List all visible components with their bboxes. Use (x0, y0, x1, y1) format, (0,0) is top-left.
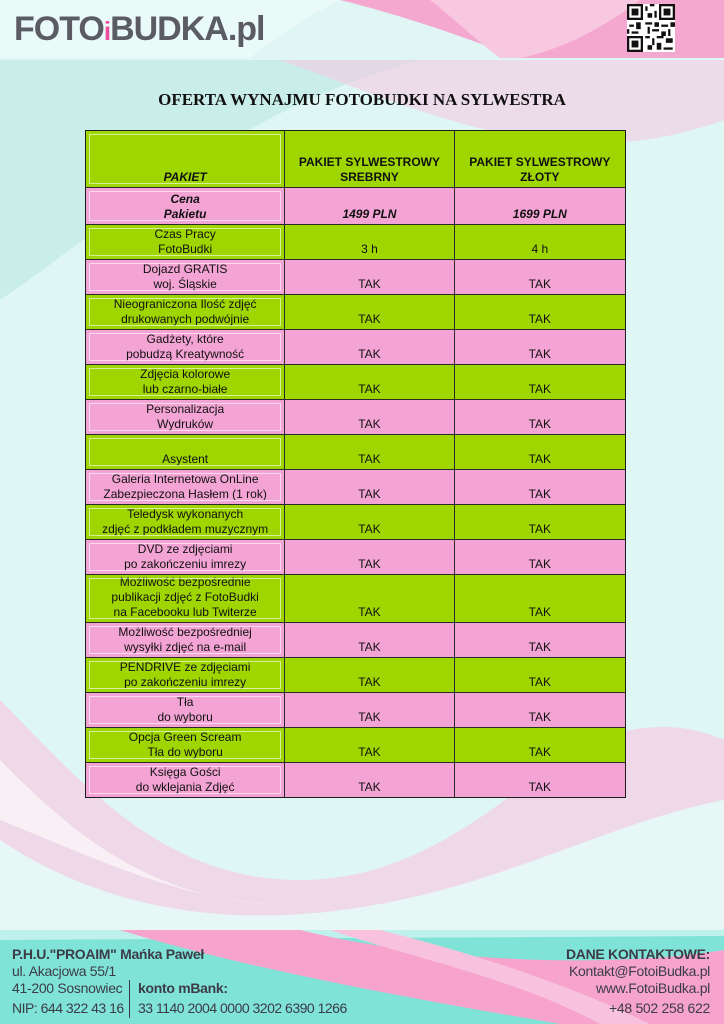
gold-value-text: TAK (528, 382, 552, 396)
silver-value-text: TAK (358, 675, 381, 689)
silver-value-text: TAK (358, 780, 381, 794)
gold-value-text: TAK (528, 605, 552, 619)
feature-label-line: Czas Pracy (154, 227, 216, 241)
silver-value-text: 3 h (361, 242, 378, 256)
feature-label-line: Możliwość bezpośrednie (119, 575, 251, 589)
feature-label-line: po zakończeniu imrezy (124, 675, 247, 689)
table-row (86, 728, 625, 763)
table-header-row (86, 131, 625, 188)
feature-label (86, 470, 285, 504)
silver-value-text: TAK (358, 522, 381, 536)
price-silver (285, 188, 454, 224)
table-row (86, 470, 625, 505)
silver-value-text: TAK (358, 605, 381, 619)
feature-label-line: Zdjęcia kolorowe (140, 367, 231, 381)
feature-label-line: publikacji zdjęć z FotoBudki (111, 590, 259, 604)
feature-label-line: lub czarno-białe (142, 382, 228, 396)
gold-value-text: TAK (528, 522, 552, 536)
logo-foto: FOTO (14, 10, 104, 48)
feature-label-line: Nieograniczona Ilość zdjęć (113, 297, 257, 311)
feature-label-line: FotoBudki (158, 242, 213, 256)
footer-bank-label: konto mBank: (138, 980, 228, 996)
silver-value (285, 763, 454, 797)
feature-label-line: wysyłki zdjęć na e-mail (124, 640, 247, 654)
gold-value-text: TAK (528, 557, 552, 571)
gold-value (455, 728, 625, 762)
gold-value-text: TAK (528, 487, 552, 501)
gold-value-text: TAK (528, 780, 552, 794)
gold-value (455, 505, 625, 539)
table-row (86, 505, 625, 540)
gold-value-text: TAK (528, 452, 552, 466)
silver-value-text: TAK (358, 452, 381, 466)
feature-label (86, 505, 285, 539)
feature-label (86, 575, 285, 622)
table-row (86, 295, 625, 330)
price-gold-value: 1699 PLN (512, 207, 567, 221)
gold-value (455, 400, 625, 434)
gold-value (455, 470, 625, 504)
gold-value (455, 330, 625, 364)
feature-label (86, 763, 285, 797)
table-row (86, 658, 625, 693)
footer-email-link[interactable]: Kontakt@FotoiBudka.pl (569, 963, 710, 979)
gold-value-text: TAK (528, 417, 552, 431)
feature-label (86, 728, 285, 762)
table-row (86, 763, 625, 797)
feature-label-line: DVD ze zdjęciami (137, 542, 233, 556)
table-row (86, 435, 625, 470)
feature-label-line: woj. Śląskie (153, 277, 217, 291)
silver-value-text: TAK (358, 557, 381, 571)
gold-value-text: TAK (528, 277, 552, 291)
silver-value-text: TAK (358, 640, 381, 654)
silver-value (285, 693, 454, 727)
footer-city: 41-200 Sosnowiec (12, 980, 123, 996)
silver-value (285, 575, 454, 622)
price-label-line: Cena (170, 192, 200, 206)
feature-label-line: Teledysk wykonanych (127, 507, 244, 521)
table-row (86, 693, 625, 728)
feature-label-line: zdjęć z podkładem muzycznym (102, 522, 269, 536)
offer-table (85, 130, 626, 798)
table-row (86, 540, 625, 575)
silver-value (285, 400, 454, 434)
footer-website-link[interactable]: www.FotoiBudka.pl (596, 980, 710, 996)
gold-value-text: TAK (528, 745, 552, 759)
table-row (86, 400, 625, 435)
feature-label-line: po zakończeniu imrezy (124, 557, 247, 571)
gold-value (455, 260, 625, 294)
silver-value (285, 540, 454, 574)
gold-value (455, 225, 625, 259)
feature-label-line: Galeria Internetowa OnLine (111, 472, 259, 486)
header-gold-package (455, 131, 625, 187)
table-row (86, 225, 625, 260)
logo-i: i (103, 16, 111, 46)
footer-street: ul. Akacjowa 55/1 (12, 963, 116, 979)
silver-value (285, 623, 454, 657)
feature-label-line: Księga Gości (149, 765, 221, 779)
header-gold-line: PAKIET SYLWESTROWY (469, 155, 611, 169)
feature-label (86, 693, 285, 727)
table-row (86, 365, 625, 400)
price-label-line: Pakietu (163, 207, 207, 221)
footer-company-name: P.H.U."PROAIM" Mańka Paweł (12, 946, 204, 962)
feature-label-line: do wyboru (157, 710, 213, 724)
gold-value-text: TAK (528, 710, 552, 724)
price-gold (455, 188, 625, 224)
feature-label-line: Personalizacja (146, 402, 225, 416)
header-silver-line: PAKIET SYLWESTROWY (298, 155, 441, 169)
feature-label-line: Gadżety, które (146, 332, 224, 346)
feature-label-line: PENDRIVE ze zdjęciami (119, 660, 251, 674)
qr-code-icon (627, 4, 675, 52)
footer-contact-title: DANE KONTAKTOWE: (565, 946, 710, 962)
feature-label-line: Tła do wyboru (147, 745, 223, 759)
gold-value (455, 763, 625, 797)
feature-label (86, 658, 285, 692)
feature-label-line: drukowanych podwójnie (121, 312, 250, 326)
footer-bank-account: 33 1140 2004 0000 3202 6390 1266 (138, 1000, 347, 1016)
feature-label (86, 260, 285, 294)
feature-label-line: Dojazd GRATIS (142, 262, 228, 276)
silver-value-text: TAK (358, 417, 381, 431)
gold-value (455, 658, 625, 692)
feature-label-line: na Facebooku lub Twiterze (113, 605, 257, 619)
gold-value (455, 623, 625, 657)
gold-value (455, 295, 625, 329)
gold-value (455, 435, 625, 469)
feature-label (86, 365, 285, 399)
gold-value (455, 693, 625, 727)
feature-label (86, 295, 285, 329)
feature-label-line: Zabezpieczona Hasłem (1 rok) (103, 487, 267, 501)
footer-phone: +48 502 258 622 (609, 1000, 710, 1016)
feature-label (86, 540, 285, 574)
footer-divider (129, 980, 130, 1018)
silver-value-text: TAK (358, 382, 381, 396)
gold-value-text: TAK (528, 347, 552, 361)
gold-value-text: TAK (528, 640, 552, 654)
silver-value (285, 435, 454, 469)
gold-value-text: 4 h (531, 242, 549, 256)
feature-label (86, 225, 285, 259)
feature-label (86, 400, 285, 434)
silver-value (285, 260, 454, 294)
feature-rows (86, 225, 625, 797)
silver-value-text: TAK (358, 347, 381, 361)
feature-label-line: Tła (176, 695, 194, 709)
gold-value (455, 540, 625, 574)
silver-value-text: TAK (358, 312, 381, 326)
header-silver-line: SREBRNY (340, 170, 399, 184)
footer-nip: NIP: 644 322 43 16 (12, 1000, 124, 1016)
silver-value (285, 505, 454, 539)
feature-label (86, 623, 285, 657)
gold-value-text: TAK (528, 312, 552, 326)
table-row (86, 575, 625, 623)
header-package-text: PAKIET (163, 170, 207, 184)
price-label (86, 188, 285, 224)
silver-value (285, 365, 454, 399)
feature-label-line: Opcja Green Scream (128, 730, 242, 744)
silver-value-text: TAK (358, 487, 381, 501)
header-package-label (86, 131, 285, 187)
gold-value (455, 365, 625, 399)
table-row (86, 260, 625, 295)
header-silver-package (285, 131, 454, 187)
feature-label-line: do wklejania Zdjęć (135, 780, 235, 794)
gold-value (455, 575, 625, 622)
silver-value (285, 225, 454, 259)
price-row (86, 188, 625, 225)
feature-label (86, 435, 285, 469)
price-silver-value: 1499 PLN (342, 207, 397, 221)
silver-value-text: TAK (358, 745, 381, 759)
feature-label-line: Asystent (162, 452, 209, 466)
table-row (86, 623, 625, 658)
feature-label (86, 330, 285, 364)
document-title: OFERTA WYNAJMU FOTOBUDKI NA SYLWESTRA (158, 90, 566, 109)
silver-value (285, 470, 454, 504)
silver-value-text: TAK (358, 710, 381, 724)
feature-label-line: Wydruków (157, 417, 214, 431)
gold-value-text: TAK (528, 675, 552, 689)
header-gold-line: ZŁOTY (520, 170, 560, 184)
silver-value (285, 658, 454, 692)
table-row (86, 330, 625, 365)
logo-budka: BUDKA.pl (110, 10, 265, 48)
silver-value (285, 330, 454, 364)
feature-label-line: Możliwość bezpośredniej (118, 625, 252, 639)
fotoibudka-logo (14, 10, 265, 49)
silver-value (285, 295, 454, 329)
silver-value (285, 728, 454, 762)
silver-value-text: TAK (358, 277, 381, 291)
footer (0, 930, 724, 1024)
feature-label-line: pobudzą Kreatywność (126, 347, 245, 361)
